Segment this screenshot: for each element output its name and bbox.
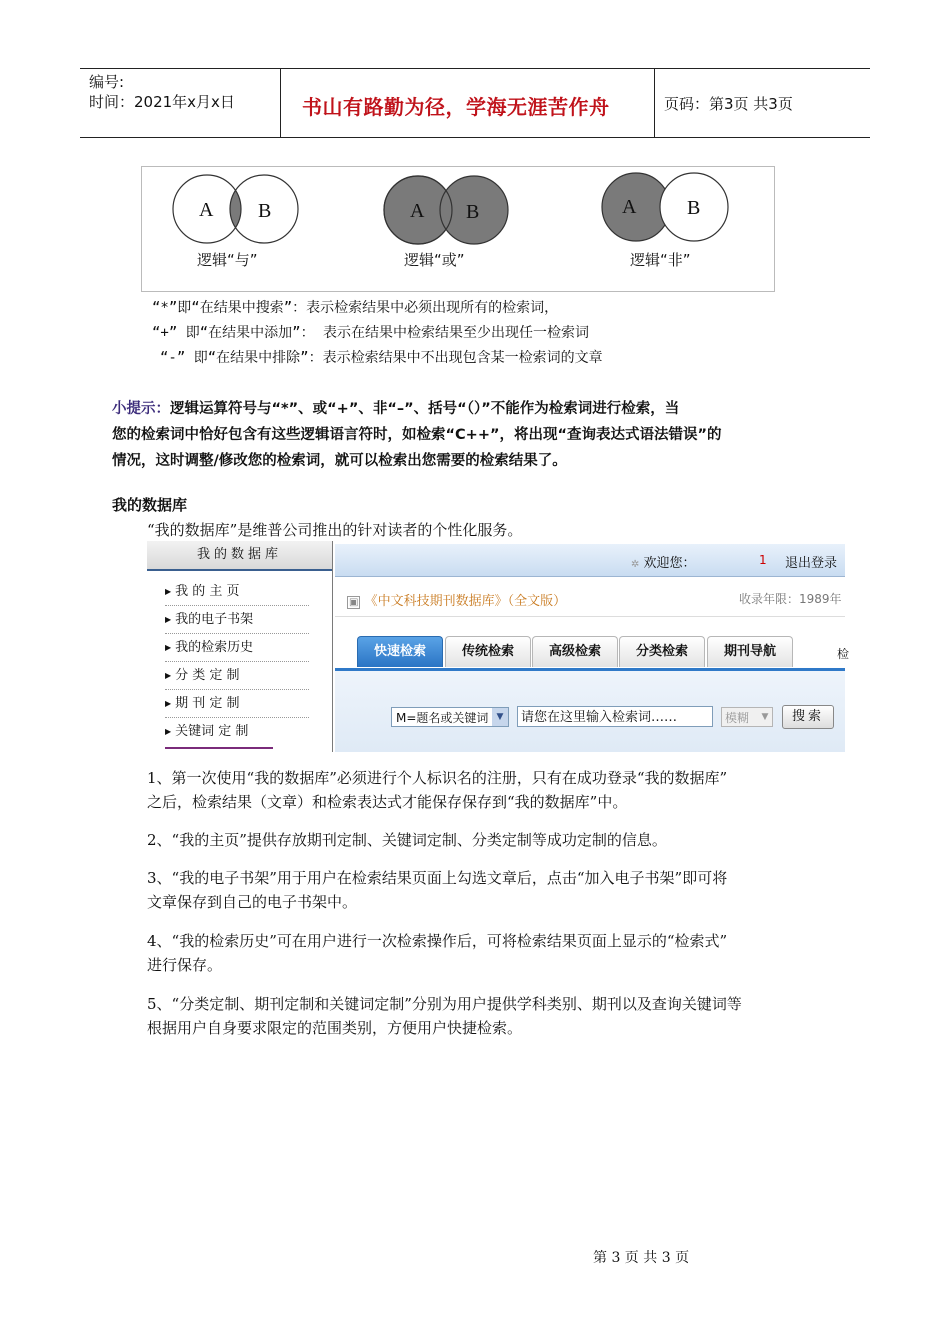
chevron-down-icon: ▼ <box>492 708 508 726</box>
tip-line: 您的检索词中恰好包含有这些逻辑语言符时，如检索“C++”，将出现“查询表达式语法错误”的 <box>112 427 722 443</box>
divider <box>335 616 845 617</box>
arrow-right-icon: ▶ <box>165 615 172 624</box>
label-b: B <box>687 197 701 219</box>
header-divider <box>280 69 281 137</box>
arrow-right-icon: ▶ <box>165 643 172 652</box>
header-divider <box>654 69 655 137</box>
arrow-right-icon: ▶ <box>165 587 172 596</box>
sidebar <box>147 541 333 752</box>
venn-and <box>173 175 298 243</box>
search-area <box>335 671 845 752</box>
number-label: 编号: <box>89 73 125 91</box>
time-label: 时间：2021年x月x日 <box>89 93 235 111</box>
operator-and: “*”即“在结果中搜索”：表示检索结果中必须出现所有的检索词， <box>152 300 559 316</box>
match-select[interactable]: 模糊 ▼ <box>721 707 773 727</box>
operator-not: “-” 即“在结果中排除”：表示检索结果中不出现包含某一检索词的文章 <box>160 350 603 366</box>
tab-category-search[interactable]: 分类检索 <box>619 636 705 667</box>
tab-quick-search[interactable]: 快速检索 <box>357 636 443 667</box>
label-a: A <box>622 196 637 218</box>
sidebar-footer-line <box>165 747 273 749</box>
tab-traditional-search[interactable]: 传统检索 <box>445 636 531 667</box>
tip-block <box>112 396 842 474</box>
paragraph: 5、“分类定制、期刊定制和关键词定制”分别为用户提供学科类别、期刊以及查询关键词等 根据用户自身要求限定的范围类别，方便用户快捷检索。 <box>147 995 742 1037</box>
chevron-down-icon: ▼ <box>761 712 769 722</box>
tip-label: 小提示： <box>112 401 170 417</box>
paragraph: 3、“我的电子书架”用于用户在检索结果页面上勾选文章后，点击“加入电子书架”即可将 文章保存到自己的电子书架中。 <box>147 869 728 911</box>
gear-icon: ✲ <box>631 559 640 570</box>
tip-line: 情况，这时调整/修改您的检索词，就可以检索出您需要的检索结果了。 <box>112 453 567 469</box>
search-button[interactable]: 搜索 <box>782 705 834 729</box>
label-a: A <box>410 200 425 222</box>
mydb-screenshot <box>147 541 850 752</box>
paragraph: 1、第一次使用“我的数据库”必须进行个人标识名的注册，只有在成功登录“我的数据库” 之后，检索结果（文章）和检索表达式才能保存保存到“我的数据库”中。 <box>147 769 728 811</box>
motto: 书山有路勤为径，学海无涯苦作舟 <box>302 95 610 119</box>
sidebar-item-keyword[interactable]: ▶ 关键词 定 制 <box>165 724 249 739</box>
section-heading: 我的数据库 <box>112 496 188 514</box>
search-input[interactable]: 请您在这里输入检索词…… <box>517 706 713 727</box>
sidebar-item-journal[interactable]: ▶ 期 刊 定 制 <box>165 690 309 718</box>
sidebar-item-home[interactable]: ▶ 我 的 主 页 <box>165 578 309 606</box>
tab-advanced-search[interactable]: 高级检索 <box>532 636 618 667</box>
field-select[interactable]: M=题名或关键词 ▼ <box>391 707 509 727</box>
top-bar <box>335 544 845 577</box>
page-info: 页码：第3页 共3页 <box>664 95 793 113</box>
header-meta <box>89 72 235 112</box>
document-icon: ▣ <box>349 597 359 608</box>
label-b: B <box>258 200 272 222</box>
main-panel <box>335 541 850 752</box>
logout-link[interactable]: 退出登录 <box>785 556 838 571</box>
welcome-count: 1 <box>759 553 767 567</box>
tab-journal-nav[interactable]: 期刊导航 <box>707 636 793 667</box>
arrow-right-icon: ▶ <box>165 727 172 736</box>
sidebar-item-bookshelf[interactable]: ▶ 我的电子书架 <box>165 606 309 634</box>
label-b: B <box>466 201 480 223</box>
truncated-tab-text: 检 <box>837 647 850 661</box>
venn-not <box>602 173 728 241</box>
operator-or: “+” 即“在结果中添加”： 表示在结果中检索结果至少出现任一检索词 <box>152 325 589 341</box>
and-caption: 逻辑“与” <box>197 251 258 269</box>
venn-or <box>384 176 508 244</box>
or-caption: 逻辑“或” <box>404 251 465 269</box>
arrow-right-icon: ▶ <box>165 699 172 708</box>
not-caption: 逻辑“非” <box>630 251 691 269</box>
section-intro: “我的数据库”是维普公司推出的针对读者的个性化服务。 <box>147 521 523 539</box>
venn-diagram-box <box>141 166 775 292</box>
label-a: A <box>199 199 214 221</box>
database-title: ▣ 《中文科技期刊数据库》（全文版） <box>349 594 567 609</box>
venn-svg <box>142 167 774 291</box>
welcome-text: ✲ 欢迎您： <box>631 556 696 571</box>
page-header <box>80 68 870 138</box>
paragraph: 2、“我的主页”提供存放期刊定制、关键词定制、分类定制等成功定制的信息。 <box>147 831 667 849</box>
sidebar-item-history[interactable]: ▶ 我的检索历史 <box>165 634 309 662</box>
years-info: 收录年限：1989年 <box>739 592 842 606</box>
page-footer: 第 3 页 共 3 页 <box>593 1250 690 1266</box>
tip-line: 逻辑运算符号与“*”、或“+”、非“–”、括号“（）”不能作为检索词进行检索，当 <box>170 401 680 417</box>
arrow-right-icon: ▶ <box>165 671 172 680</box>
sidebar-item-category[interactable]: ▶ 分 类 定 制 <box>165 662 309 690</box>
sidebar-title: 我的数据库 <box>147 541 332 571</box>
paragraph: 4、“我的检索历史”可在用户进行一次检索操作后，可将检索结果页面上显示的“检索式” 进行保存。 <box>147 932 728 974</box>
